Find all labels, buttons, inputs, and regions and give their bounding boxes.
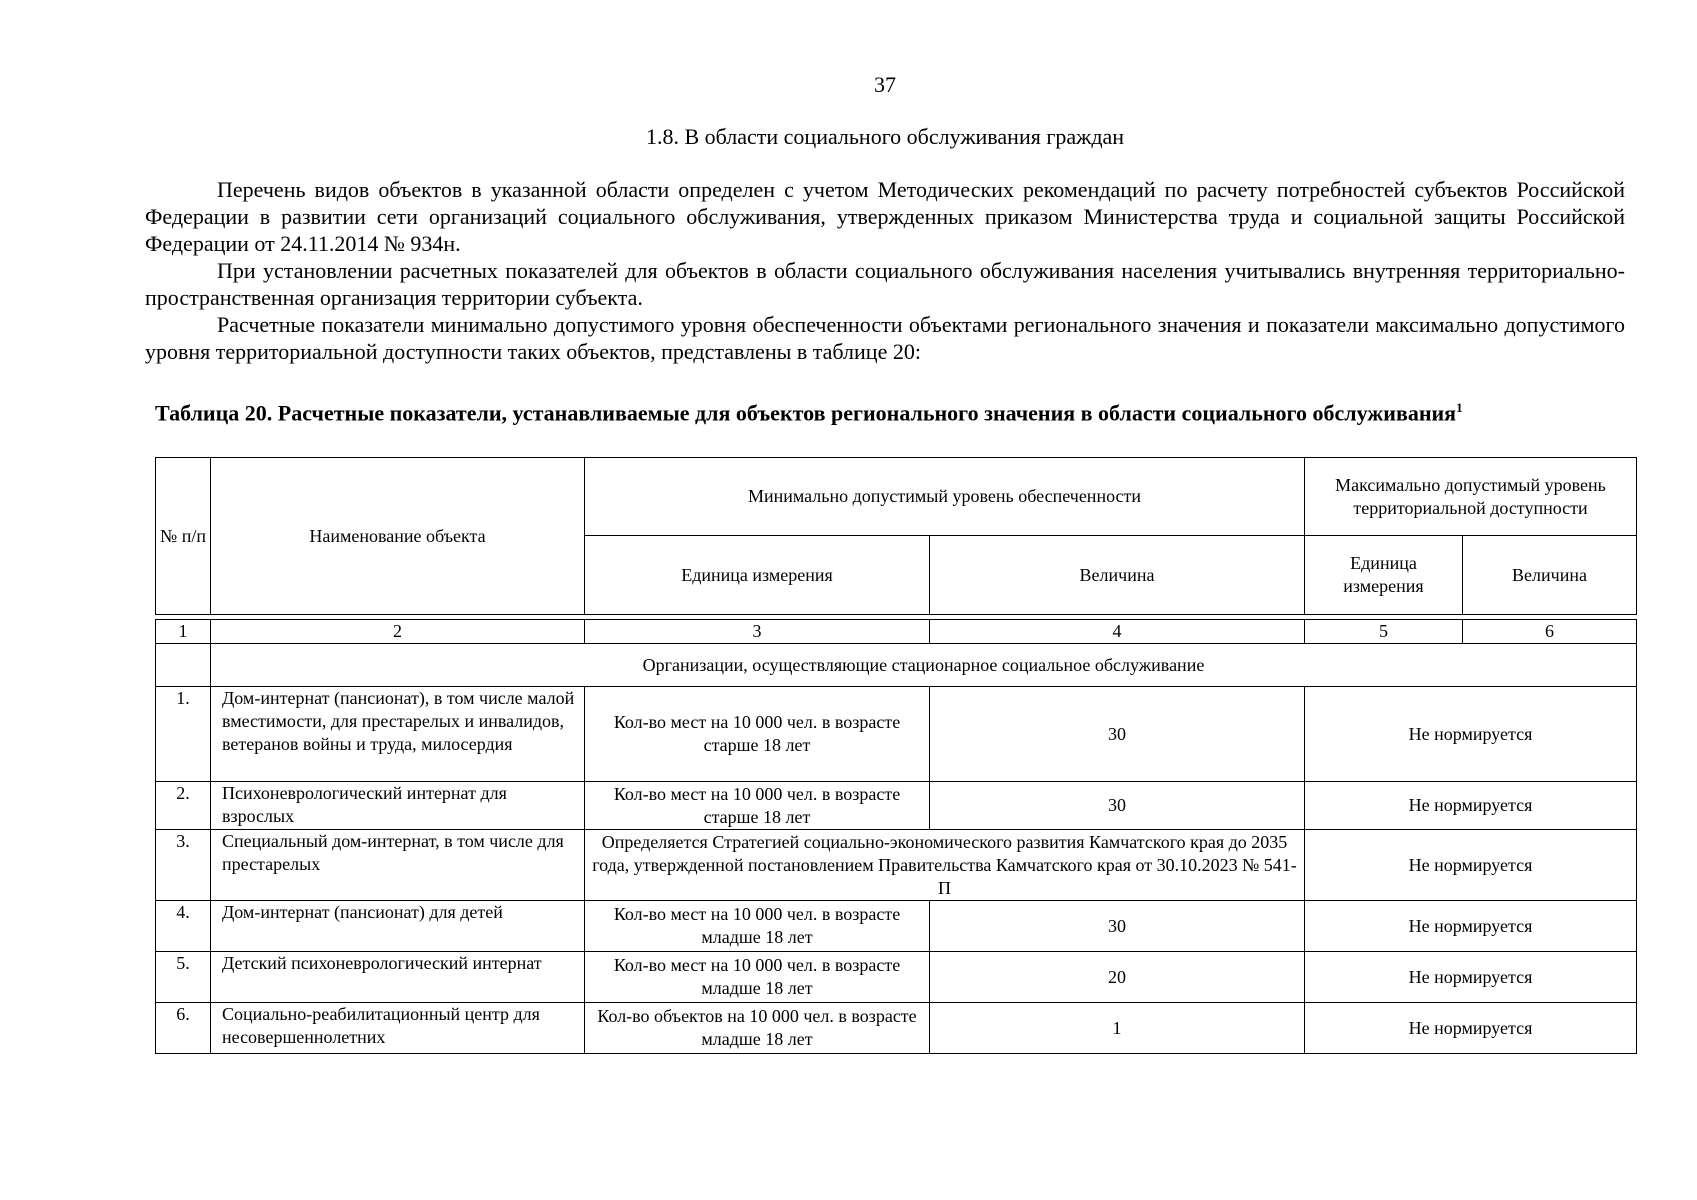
table-row (155, 901, 1637, 952)
header-value: Величина (1463, 536, 1637, 615)
object-name: Детский психоневрологический интернат (211, 952, 585, 1003)
unit-cell: Кол-во мест на 10 000 чел. в возрасте младше 18 лет (585, 901, 930, 952)
header-max-level: Максимально допустимый уровень территориальной доступности (1305, 457, 1637, 536)
table-row (155, 782, 1637, 830)
row-number: 5. (155, 952, 211, 1003)
object-name: Дом-интернат (пансионат) для детей (211, 901, 585, 952)
page-number: 37 (874, 72, 896, 97)
paragraph: Расчетные показатели минимально допустимого уровня обеспеченности объектами регионального значения и показатели максимально допустимого уровня территориальной доступности таких объектов, представлены в таблице 20: (145, 312, 1625, 364)
column-number: 4 (930, 619, 1305, 644)
header-min-level: Минимально допустимый уровень обеспеченности (585, 457, 1305, 536)
object-name: Социально-реабилитационный центр для несовершеннолетних (211, 1003, 585, 1054)
object-name: Дом-интернат (пансионат), в том числе малой вместимости, для престарелых и инвалидов, ветеранов войны и труда, милосердия (211, 687, 585, 782)
header-unit: Единица измерения (1305, 536, 1463, 615)
table-caption-text: Таблица 20. Расчетные показатели, устанавливаемые для объектов регионального значения в области социального обслуживания (155, 400, 1457, 426)
paragraph: При установлении расчетных показателей для объектов в области социального обслуживания населения учитывались внутренняя территориально-пространственная организация территории субъекта. (145, 258, 1625, 310)
header-number: № п/п (155, 457, 211, 615)
max-level-cell: Не нормируется (1305, 1003, 1637, 1054)
unit-cell: Кол-во мест на 10 000 чел. в возрасте старше 18 лет (585, 782, 930, 830)
value-cell: 1 (930, 1003, 1305, 1054)
value-cell: 20 (930, 952, 1305, 1003)
header-unit: Единица измерения (585, 536, 930, 615)
column-number: 3 (585, 619, 930, 644)
value-cell: 30 (930, 901, 1305, 952)
object-name: Специальный дом-интернат, в том числе для престарелых (211, 830, 585, 901)
merged-min-level-cell: Определяется Стратегией социально-экономического развития Камчатского края до 2035 года, утвержденной постановлением Правительства Камчатского края от 30.10.2023 № 541-П (585, 830, 1305, 901)
footnote-marker: 1 (1456, 400, 1463, 415)
column-number: 6 (1463, 619, 1637, 644)
table-row (155, 687, 1637, 782)
max-level-cell: Не нормируется (1305, 830, 1637, 901)
table-row (155, 830, 1637, 901)
max-level-cell: Не нормируется (1305, 687, 1637, 782)
value-cell: 30 (930, 687, 1305, 782)
body-text (145, 176, 1625, 365)
column-number: 1 (155, 619, 211, 644)
row-number: 3. (155, 830, 211, 901)
section-title: 1.8. В области социального обслуживания граждан (645, 124, 1125, 149)
paragraph: Перечень видов объектов в указанной области определен с учетом Методических рекомендаций по расчету потребностей субъектов Российской Федерации в развитии сети организаций социального обслуживания, утвержденных приказом Министерства труда и социальной защиты Российской Федерации от 24.11.2014 № 934н. (145, 177, 1625, 256)
header-value: Величина (930, 536, 1305, 615)
max-level-cell: Не нормируется (1305, 901, 1637, 952)
object-name: Психоневрологический интернат для взрослых (211, 782, 585, 830)
row-number: 2. (155, 782, 211, 830)
value-cell: 30 (930, 782, 1305, 830)
header-name: Наименование объекта (211, 457, 585, 615)
table-row (155, 952, 1637, 1003)
indicators-table (155, 457, 1637, 1054)
max-level-cell: Не нормируется (1305, 952, 1637, 1003)
column-number: 2 (211, 619, 585, 644)
unit-cell: Кол-во мест на 10 000 чел. в возрасте старше 18 лет (585, 687, 930, 782)
section-header: Организации, осуществляющие стационарное социальное обслуживание (211, 644, 1637, 687)
row-number: 6. (155, 1003, 211, 1054)
column-number: 5 (1305, 619, 1463, 644)
table-row (155, 1003, 1637, 1054)
table-caption (155, 400, 1635, 426)
row-number: 4. (155, 901, 211, 952)
unit-cell: Кол-во объектов на 10 000 чел. в возрасте младше 18 лет (585, 1003, 930, 1054)
unit-cell: Кол-во мест на 10 000 чел. в возрасте младше 18 лет (585, 952, 930, 1003)
max-level-cell: Не нормируется (1305, 782, 1637, 830)
row-number: 1. (155, 687, 211, 782)
